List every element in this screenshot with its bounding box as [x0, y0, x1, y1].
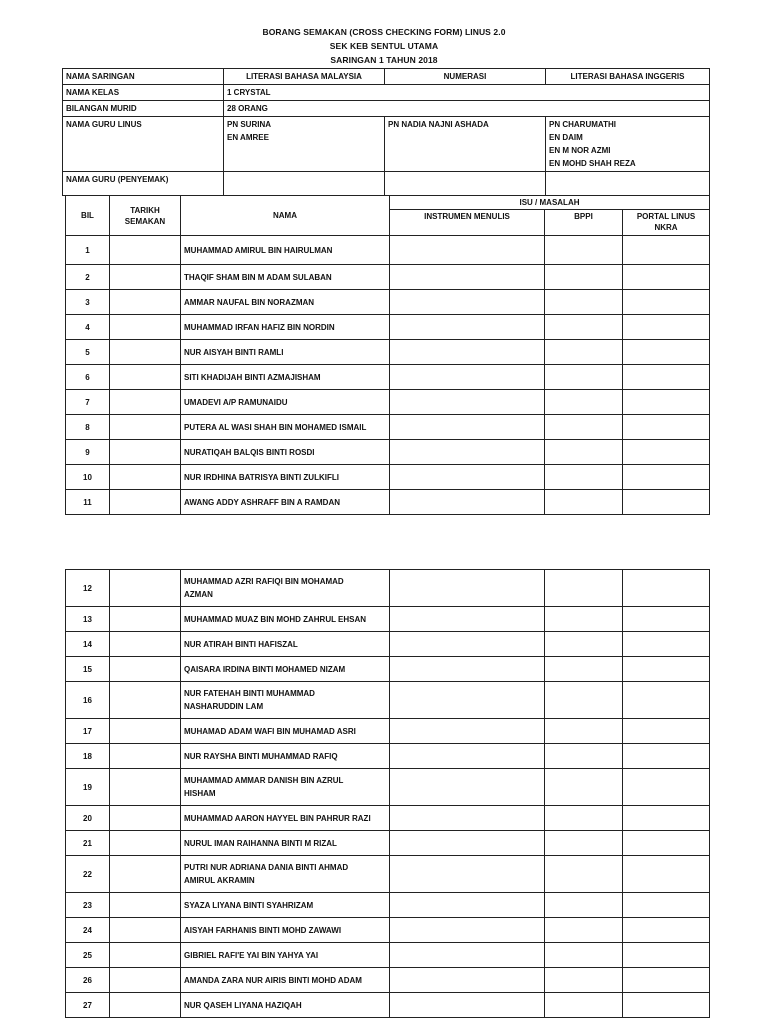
student-name [181, 465, 390, 490]
guru-linus-label: NAMA GURU LINUS [63, 117, 224, 172]
table-row [66, 968, 710, 993]
instrumen-cell[interactable] [390, 390, 545, 415]
table-row [66, 290, 710, 315]
student-name [181, 893, 390, 918]
student-name-line: MUHAMMAD AZRI RAFIQI BIN MOHAMAD [184, 577, 344, 586]
student-name [181, 236, 390, 265]
student-name-line: AISYAH FARHANIS BINTI MOHD ZAWAWI [184, 925, 342, 935]
tarikh-cell[interactable] [110, 893, 181, 918]
tarikh-cell[interactable] [110, 719, 181, 744]
table-row [66, 365, 710, 390]
tarikh-cell[interactable] [110, 943, 181, 968]
tarikh-cell[interactable] [110, 415, 181, 440]
tarikh-cell[interactable] [110, 657, 181, 682]
student-table-2 [65, 569, 710, 1018]
bppi-cell[interactable] [545, 943, 623, 968]
instrumen-cell[interactable] [390, 918, 545, 943]
table-row [66, 657, 710, 682]
bppi-header: BPPI [545, 210, 623, 236]
screening-title: SARINGAN 1 TAHUN 2018 [330, 55, 438, 65]
tarikh-header-line1: TARIKH [130, 205, 160, 215]
instrumen-cell[interactable] [390, 831, 545, 856]
student-name [181, 744, 390, 769]
tarikh-cell[interactable] [110, 440, 181, 465]
student-no: 3 [66, 290, 110, 315]
tarikh-cell[interactable] [110, 806, 181, 831]
nama-header: NAMA [181, 196, 390, 236]
student-no: 26 [66, 968, 110, 993]
portal-cell[interactable] [623, 993, 710, 1018]
guru-penyemak-num[interactable] [385, 172, 546, 196]
tarikh-cell[interactable] [110, 744, 181, 769]
portal-cell[interactable] [623, 290, 710, 315]
table-row [66, 856, 710, 893]
student-name-line: AWANG ADDY ASHRAFF BIN A RAMDAN [184, 497, 340, 507]
student-name [181, 918, 390, 943]
student-no: 7 [66, 390, 110, 415]
student-no: 17 [66, 719, 110, 744]
student-name-line: PUTERA AL WASI SHAH BIN MOHAMED ISMAIL [184, 422, 367, 432]
bppi-cell[interactable] [545, 831, 623, 856]
student-name-line: PUTRI NUR ADRIANA DANIA BINTI AHMAD [184, 863, 349, 872]
instrumen-cell[interactable] [390, 340, 545, 365]
instrumen-cell[interactable] [390, 657, 545, 682]
student-no: 14 [66, 632, 110, 657]
student-name-line: NUR QASEH LIYANA HAZIQAH [184, 1000, 302, 1010]
student-name [181, 365, 390, 390]
bppi-cell[interactable] [545, 806, 623, 831]
tarikh-cell[interactable] [110, 290, 181, 315]
portal-cell[interactable] [623, 769, 710, 806]
guru-lbi-4: EN MOHD SHAH REZA [549, 159, 636, 168]
table-row [66, 632, 710, 657]
student-no: 20 [66, 806, 110, 831]
bppi-cell[interactable] [545, 893, 623, 918]
instrumen-cell[interactable] [390, 682, 545, 719]
student-name [181, 632, 390, 657]
bppi-cell[interactable] [545, 265, 623, 290]
form-title: BORANG SEMAKAN (CROSS CHECKING FORM) LINUS 2.0 [262, 27, 506, 37]
student-name [181, 943, 390, 968]
instrumen-cell[interactable] [390, 806, 545, 831]
portal-cell[interactable] [623, 744, 710, 769]
student-no: 15 [66, 657, 110, 682]
bppi-cell[interactable] [545, 440, 623, 465]
student-name [181, 607, 390, 632]
tarikh-cell[interactable] [110, 236, 181, 265]
table-row [66, 265, 710, 290]
bppi-cell[interactable] [545, 607, 623, 632]
table-row [66, 607, 710, 632]
guru-penyemak-lbm[interactable] [224, 172, 385, 196]
instrumen-cell[interactable] [390, 719, 545, 744]
guru-lbm-1: PN SURINA [227, 120, 272, 129]
student-no: 11 [66, 490, 110, 515]
guru-lbi-cell [546, 117, 710, 172]
student-name-line: NUR AISYAH BINTI RAMLI [184, 347, 284, 357]
table-row [66, 440, 710, 465]
student-no: 18 [66, 744, 110, 769]
guru-num-1: PN NADIA NAJNI ASHADA [388, 120, 489, 129]
student-name-line: NURUL IMAN RAIHANNA BINTI M RIZAL [184, 838, 337, 848]
student-no: 24 [66, 918, 110, 943]
guru-lbm-2: EN AMREE [227, 133, 269, 142]
portal-cell[interactable] [623, 682, 710, 719]
student-name [181, 856, 390, 893]
table-row [66, 993, 710, 1018]
guru-lbi-2: EN DAIM [549, 133, 583, 142]
bppi-cell[interactable] [545, 657, 623, 682]
student-name-line: NUR RAYSHA BINTI MUHAMMAD RAFIQ [184, 751, 338, 761]
bppi-cell[interactable] [545, 465, 623, 490]
tarikh-header [110, 196, 181, 236]
instrumen-cell[interactable] [390, 744, 545, 769]
student-name [181, 993, 390, 1018]
table-row [66, 570, 710, 607]
bppi-cell[interactable] [545, 290, 623, 315]
instrumen-cell[interactable] [390, 440, 545, 465]
student-no: 4 [66, 315, 110, 340]
table-row [66, 490, 710, 515]
nama-kelas-value: 1 CRYSTAL [224, 85, 710, 101]
portal-cell[interactable] [623, 856, 710, 893]
table-row [66, 918, 710, 943]
tarikh-cell[interactable] [110, 265, 181, 290]
bppi-cell[interactable] [545, 632, 623, 657]
student-name-line: SITI KHADIJAH BINTI AZMAJISHAM [184, 372, 321, 382]
bppi-cell[interactable] [545, 570, 623, 607]
portal-cell[interactable] [623, 657, 710, 682]
table-row [66, 465, 710, 490]
nama-saringan-label: NAMA SARINGAN [63, 69, 224, 85]
student-no: 9 [66, 440, 110, 465]
student-name [181, 719, 390, 744]
table-row [66, 315, 710, 340]
bil-header: BIL [66, 196, 110, 236]
student-name [181, 657, 390, 682]
instrumen-cell[interactable] [390, 570, 545, 607]
portal-cell[interactable] [623, 831, 710, 856]
student-name [181, 570, 390, 607]
student-name-line: AZMAN [184, 590, 213, 599]
bppi-cell[interactable] [545, 415, 623, 440]
student-no: 13 [66, 607, 110, 632]
student-name-line: MUHAMMAD AARON HAYYEL BIN PAHRUR RAZI [184, 813, 371, 823]
table-row [66, 340, 710, 365]
student-name-line: AMANDA ZARA NUR AIRIS BINTI MOHD ADAM [184, 975, 362, 985]
student-no: 5 [66, 340, 110, 365]
instrumen-cell[interactable] [390, 265, 545, 290]
guru-lbi-3: EN M NOR AZMI [549, 146, 611, 155]
table-row [66, 831, 710, 856]
tarikh-cell[interactable] [110, 607, 181, 632]
student-name-line: QAISARA IRDINA BINTI MOHAMED NIZAM [184, 664, 346, 674]
portal-cell[interactable] [623, 315, 710, 340]
bppi-cell[interactable] [545, 682, 623, 719]
instrumen-cell[interactable] [390, 943, 545, 968]
tarikh-header-line2: SEMAKAN [124, 216, 166, 226]
portal-cell[interactable] [623, 632, 710, 657]
student-name [181, 806, 390, 831]
guru-penyemak-lbi[interactable] [546, 172, 710, 196]
bppi-cell[interactable] [545, 993, 623, 1018]
portal-header-line2: NKRA [654, 223, 678, 232]
student-name [181, 265, 390, 290]
student-no: 2 [66, 265, 110, 290]
table-row [66, 744, 710, 769]
student-name-line: NUR IRDHINA BATRISYA BINTI ZULKIFLI [184, 472, 339, 482]
portal-cell[interactable] [623, 607, 710, 632]
instrumen-cell[interactable] [390, 968, 545, 993]
nama-kelas-label: NAMA KELAS [63, 85, 224, 101]
portal-cell[interactable] [623, 918, 710, 943]
portal-cell[interactable] [623, 465, 710, 490]
student-name-line: NUR ATIRAH BINTI HAFISZAL [184, 639, 298, 649]
student-name [181, 315, 390, 340]
student-no: 25 [66, 943, 110, 968]
tarikh-cell[interactable] [110, 856, 181, 893]
student-name [181, 769, 390, 806]
instrumen-cell[interactable] [390, 769, 545, 806]
bilangan-murid-value: 28 ORANG [224, 101, 710, 117]
tarikh-cell[interactable] [110, 632, 181, 657]
student-name [181, 831, 390, 856]
table-row [66, 806, 710, 831]
portal-cell[interactable] [623, 490, 710, 515]
guru-penyemak-label: NAMA GURU (PENYEMAK) [63, 172, 224, 196]
bppi-cell[interactable] [545, 365, 623, 390]
table-row [66, 943, 710, 968]
guru-lbm-cell [224, 117, 385, 172]
portal-cell[interactable] [623, 968, 710, 993]
portal-cell[interactable] [623, 893, 710, 918]
tarikh-cell[interactable] [110, 993, 181, 1018]
bppi-cell[interactable] [545, 719, 623, 744]
student-name-line: HISHAM [184, 789, 216, 798]
student-no: 10 [66, 465, 110, 490]
instrumen-cell[interactable] [390, 236, 545, 265]
guru-num-cell [385, 117, 546, 172]
tarikh-cell[interactable] [110, 682, 181, 719]
student-table-1 [65, 195, 710, 515]
bppi-cell[interactable] [545, 968, 623, 993]
bppi-cell[interactable] [545, 744, 623, 769]
student-no: 12 [66, 570, 110, 607]
tarikh-cell[interactable] [110, 465, 181, 490]
bppi-cell[interactable] [545, 769, 623, 806]
student-no: 27 [66, 993, 110, 1018]
portal-cell[interactable] [623, 943, 710, 968]
student-name-line: MUHAMMAD MUAZ BIN MOHD ZAHRUL EHSAN [184, 614, 367, 624]
portal-cell[interactable] [623, 719, 710, 744]
student-name-line: NASHARUDDIN LAM [184, 702, 264, 711]
portal-cell[interactable] [623, 390, 710, 415]
student-no: 23 [66, 893, 110, 918]
portal-cell[interactable] [623, 236, 710, 265]
instrumen-header: INSTRUMEN MENULIS [390, 210, 545, 236]
instrumen-cell[interactable] [390, 632, 545, 657]
portal-cell[interactable] [623, 415, 710, 440]
portal-cell[interactable] [623, 570, 710, 607]
student-name [181, 390, 390, 415]
tarikh-cell[interactable] [110, 918, 181, 943]
table-row [66, 719, 710, 744]
instrumen-cell[interactable] [390, 993, 545, 1018]
student-no: 1 [66, 236, 110, 265]
isu-header: ISU / MASALAH [390, 196, 710, 210]
student-name-line: THAQIF SHAM BIN M ADAM SULABAN [184, 272, 332, 282]
table-row [66, 390, 710, 415]
student-no: 8 [66, 415, 110, 440]
instrumen-cell[interactable] [390, 465, 545, 490]
student-name-line: UMADEVI A/P RAMUNAIDU [184, 397, 288, 407]
student-name [181, 968, 390, 993]
tarikh-cell[interactable] [110, 315, 181, 340]
bilangan-murid-label: BILANGAN MURID [63, 101, 224, 117]
instrumen-cell[interactable] [390, 893, 545, 918]
bppi-cell[interactable] [545, 856, 623, 893]
portal-header-line1: PORTAL LINUS [636, 212, 696, 221]
student-name-line: AMMAR NAUFAL BIN NORAZMAN [184, 297, 315, 307]
student-no: 6 [66, 365, 110, 390]
student-name-line: AMIRUL AKRAMIN [184, 876, 255, 885]
tarikh-cell[interactable] [110, 968, 181, 993]
col-numerasi-header: NUMERASI [385, 69, 546, 85]
student-name-line: GIBRIEL RAFI'E YAI BIN YAHYA YAI [184, 950, 319, 960]
bppi-cell[interactable] [545, 340, 623, 365]
table-row [66, 415, 710, 440]
student-no: 22 [66, 856, 110, 893]
bppi-cell[interactable] [545, 918, 623, 943]
tarikh-cell[interactable] [110, 490, 181, 515]
bppi-cell[interactable] [545, 390, 623, 415]
student-name-line: MUHAMAD ADAM WAFI BIN MUHAMAD ASRI [184, 726, 356, 736]
table-row [66, 769, 710, 806]
student-name [181, 490, 390, 515]
student-name-line: MUHAMMAD AMMAR DANISH BIN AZRUL [184, 776, 344, 785]
portal-header [623, 210, 710, 236]
student-name-line: MUHAMMAD AMIRUL BIN HAIRULMAN [184, 245, 333, 255]
instrumen-cell[interactable] [390, 290, 545, 315]
student-name-line: NUR FATEHAH BINTI MUHAMMAD [184, 689, 315, 698]
portal-cell[interactable] [623, 440, 710, 465]
student-no: 21 [66, 831, 110, 856]
col-lbm-header: LITERASI BAHASA MALAYSIA [224, 69, 385, 85]
instrumen-cell[interactable] [390, 607, 545, 632]
portal-cell[interactable] [623, 340, 710, 365]
tarikh-cell[interactable] [110, 340, 181, 365]
tarikh-cell[interactable] [110, 570, 181, 607]
portal-cell[interactable] [623, 365, 710, 390]
tarikh-cell[interactable] [110, 769, 181, 806]
student-name [181, 440, 390, 465]
instrumen-cell[interactable] [390, 315, 545, 340]
bppi-cell[interactable] [545, 315, 623, 340]
table-row [66, 893, 710, 918]
student-name [181, 682, 390, 719]
info-table [62, 68, 710, 196]
portal-cell[interactable] [623, 806, 710, 831]
table-row [66, 236, 710, 265]
instrumen-cell[interactable] [390, 415, 545, 440]
student-name [181, 415, 390, 440]
tarikh-cell[interactable] [110, 365, 181, 390]
bppi-cell[interactable] [545, 236, 623, 265]
school-name: SEK KEB SENTUL UTAMA [329, 41, 439, 51]
student-name-line: MUHAMMAD IRFAN HAFIZ BIN NORDIN [184, 322, 335, 332]
student-name [181, 340, 390, 365]
table-row [66, 682, 710, 719]
instrumen-cell[interactable] [390, 365, 545, 390]
student-no: 16 [66, 682, 110, 719]
bppi-cell[interactable] [545, 490, 623, 515]
tarikh-cell[interactable] [110, 831, 181, 856]
student-name-line: SYAZA LIYANA BINTI SYAHRIZAM [184, 900, 314, 910]
student-name-line: NURATIQAH BALQIS BINTI ROSDI [184, 447, 315, 457]
instrumen-cell[interactable] [390, 856, 545, 893]
col-lbi-header: LITERASI BAHASA INGGERIS [546, 69, 710, 85]
student-no: 19 [66, 769, 110, 806]
instrumen-cell[interactable] [390, 490, 545, 515]
student-name [181, 290, 390, 315]
portal-cell[interactable] [623, 265, 710, 290]
guru-lbi-1: PN CHARUMATHI [549, 120, 616, 129]
tarikh-cell[interactable] [110, 390, 181, 415]
